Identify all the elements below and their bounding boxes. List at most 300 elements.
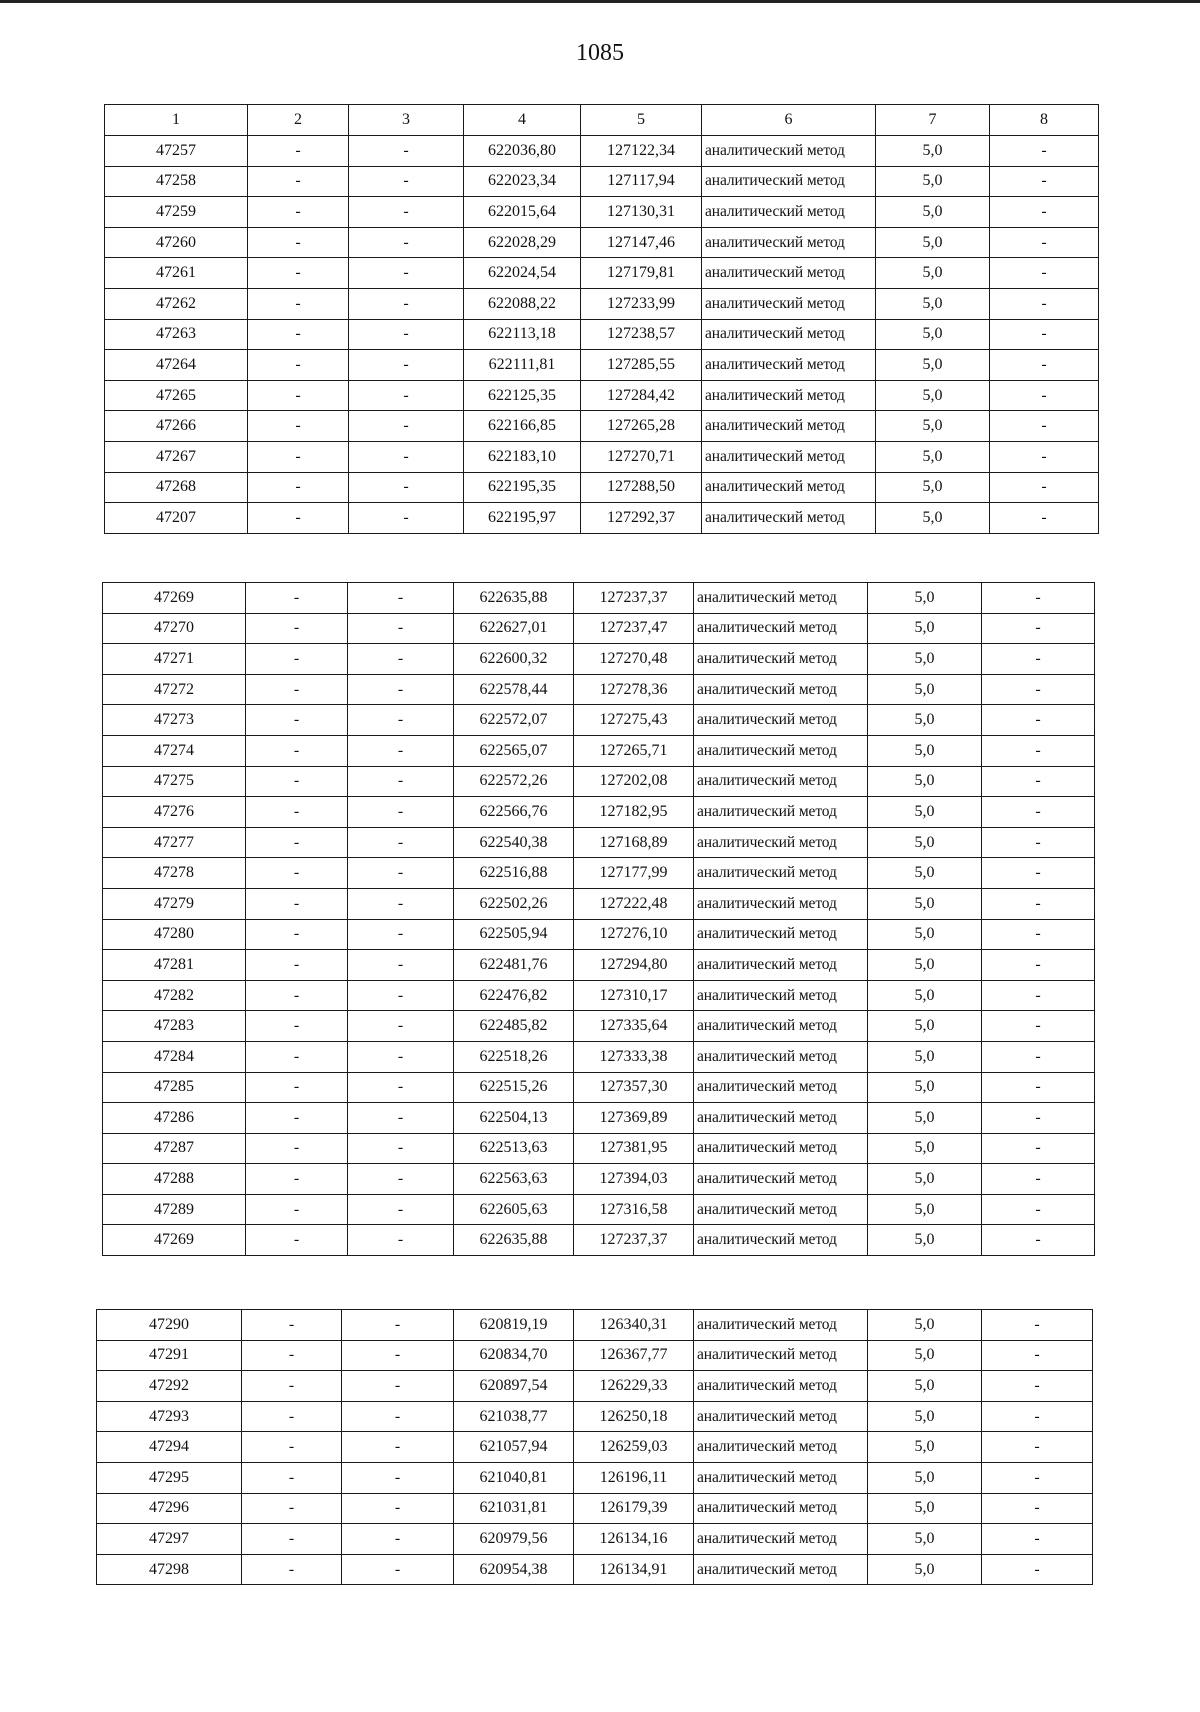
- col-2-cell: -: [246, 613, 348, 644]
- method-cell: аналитический метод: [694, 1371, 868, 1402]
- method-cell: аналитический метод: [694, 1103, 868, 1134]
- coord-y-cell: 127265,28: [581, 411, 702, 442]
- accuracy-cell: 5,0: [868, 735, 982, 766]
- coord-x-cell: 622024,54: [464, 258, 581, 289]
- point-number-cell: 47262: [105, 288, 248, 319]
- coord-y-cell: 127117,94: [581, 166, 702, 197]
- coord-x-cell: 622113,18: [464, 319, 581, 350]
- col-3-cell: -: [349, 197, 464, 228]
- coord-y-cell: 127335,64: [574, 1011, 694, 1042]
- col-8-cell: -: [982, 705, 1095, 736]
- col-2-cell: -: [242, 1340, 342, 1371]
- point-number-cell: 47291: [97, 1340, 242, 1371]
- col-2-cell: -: [242, 1310, 342, 1341]
- col-2-cell: -: [246, 583, 348, 614]
- table-row: [105, 166, 1099, 197]
- col-2-cell: -: [246, 797, 348, 828]
- coord-y-cell: 127333,38: [574, 1041, 694, 1072]
- method-cell: аналитический метод: [694, 919, 868, 950]
- point-number-cell: 47257: [105, 136, 248, 167]
- col-3-cell: -: [349, 136, 464, 167]
- col-2-cell: -: [242, 1432, 342, 1463]
- coord-x-cell: 622088,22: [464, 288, 581, 319]
- method-cell: аналитический метод: [702, 503, 876, 534]
- col-3-cell: -: [348, 766, 454, 797]
- point-number-cell: 47270: [103, 613, 246, 644]
- col-8-cell: -: [982, 674, 1095, 705]
- col-8-cell: -: [990, 227, 1099, 258]
- method-cell: аналитический метод: [694, 613, 868, 644]
- table-row: [97, 1310, 1093, 1341]
- col-3-cell: -: [348, 1103, 454, 1134]
- point-number-cell: 47294: [97, 1432, 242, 1463]
- point-number-cell: 47272: [103, 674, 246, 705]
- coord-x-cell: 622125,35: [464, 380, 581, 411]
- col-2-cell: -: [248, 441, 349, 472]
- col-3-cell: -: [348, 858, 454, 889]
- accuracy-cell: 5,0: [876, 441, 990, 472]
- method-cell: аналитический метод: [702, 227, 876, 258]
- accuracy-cell: 5,0: [868, 1310, 982, 1341]
- coord-y-cell: 127288,50: [581, 472, 702, 503]
- method-cell: аналитический метод: [694, 1225, 868, 1256]
- point-number-cell: 47267: [105, 441, 248, 472]
- accuracy-cell: 5,0: [868, 980, 982, 1011]
- accuracy-cell: 5,0: [868, 613, 982, 644]
- point-number-cell: 47266: [105, 411, 248, 442]
- coord-y-cell: 127394,03: [574, 1164, 694, 1195]
- col-2-cell: -: [248, 319, 349, 350]
- coordinates-table-3: [96, 1309, 1093, 1585]
- col-2-cell: -: [248, 503, 349, 534]
- col-2-cell: -: [248, 411, 349, 442]
- coord-y-cell: 127177,99: [574, 858, 694, 889]
- col-8-cell: -: [990, 472, 1099, 503]
- accuracy-cell: 5,0: [868, 797, 982, 828]
- point-number-cell: 47297: [97, 1524, 242, 1555]
- table-row: [103, 858, 1095, 889]
- coord-y-cell: 127168,89: [574, 827, 694, 858]
- method-cell: аналитический метод: [694, 674, 868, 705]
- col-3-cell: -: [342, 1493, 454, 1524]
- table-row: [105, 288, 1099, 319]
- accuracy-cell: 5,0: [868, 950, 982, 981]
- method-cell: аналитический метод: [694, 1493, 868, 1524]
- coord-y-cell: 127275,43: [574, 705, 694, 736]
- col-3-cell: -: [349, 166, 464, 197]
- coord-y-cell: 127147,46: [581, 227, 702, 258]
- method-cell: аналитический метод: [694, 1310, 868, 1341]
- col-8-cell: -: [982, 1072, 1095, 1103]
- column-header: 6: [702, 105, 876, 136]
- accuracy-cell: 5,0: [868, 1340, 982, 1371]
- col-2-cell: -: [248, 197, 349, 228]
- col-8-cell: -: [990, 166, 1099, 197]
- col-8-cell: -: [982, 1401, 1093, 1432]
- col-8-cell: -: [990, 411, 1099, 442]
- col-8-cell: -: [990, 197, 1099, 228]
- coord-x-cell: 622627,01: [454, 613, 574, 644]
- col-8-cell: -: [982, 1164, 1095, 1195]
- col-8-cell: -: [990, 288, 1099, 319]
- method-cell: аналитический метод: [702, 472, 876, 503]
- method-cell: аналитический метод: [702, 319, 876, 350]
- accuracy-cell: 5,0: [868, 1133, 982, 1164]
- table-row: [105, 136, 1099, 167]
- col-3-cell: -: [349, 380, 464, 411]
- coord-x-cell: 622505,94: [454, 919, 574, 950]
- method-cell: аналитический метод: [694, 1401, 868, 1432]
- accuracy-cell: 5,0: [876, 166, 990, 197]
- method-cell: аналитический метод: [694, 766, 868, 797]
- accuracy-cell: 5,0: [868, 827, 982, 858]
- coord-x-cell: 622195,97: [464, 503, 581, 534]
- table-row: [97, 1462, 1093, 1493]
- col-3-cell: -: [348, 888, 454, 919]
- coord-x-cell: 622481,76: [454, 950, 574, 981]
- coord-y-cell: 126179,39: [574, 1493, 694, 1524]
- point-number-cell: 47288: [103, 1164, 246, 1195]
- table-row: [103, 583, 1095, 614]
- method-cell: аналитический метод: [694, 1011, 868, 1042]
- table-row: [103, 950, 1095, 981]
- col-2-cell: -: [242, 1554, 342, 1585]
- coord-y-cell: 127270,71: [581, 441, 702, 472]
- accuracy-cell: 5,0: [868, 1011, 982, 1042]
- point-number-cell: 47265: [105, 380, 248, 411]
- accuracy-cell: 5,0: [876, 197, 990, 228]
- method-cell: аналитический метод: [694, 1164, 868, 1195]
- accuracy-cell: 5,0: [868, 1554, 982, 1585]
- coord-x-cell: 621040,81: [454, 1462, 574, 1493]
- table-row: [97, 1401, 1093, 1432]
- col-8-cell: -: [982, 1493, 1093, 1524]
- method-cell: аналитический метод: [694, 797, 868, 828]
- col-8-cell: -: [990, 380, 1099, 411]
- col-3-cell: -: [348, 827, 454, 858]
- point-number-cell: 47285: [103, 1072, 246, 1103]
- col-2-cell: -: [246, 705, 348, 736]
- col-8-cell: -: [990, 441, 1099, 472]
- col-8-cell: -: [982, 1103, 1095, 1134]
- col-2-cell: -: [248, 258, 349, 289]
- col-3-cell: -: [348, 1194, 454, 1225]
- coord-x-cell: 622515,26: [454, 1072, 574, 1103]
- coord-x-cell: 622028,29: [464, 227, 581, 258]
- col-2-cell: -: [246, 1133, 348, 1164]
- col-2-cell: -: [242, 1462, 342, 1493]
- col-3-cell: -: [349, 227, 464, 258]
- col-8-cell: -: [990, 350, 1099, 381]
- method-cell: аналитический метод: [702, 136, 876, 167]
- coord-y-cell: 126196,11: [574, 1462, 694, 1493]
- coord-y-cell: 127357,30: [574, 1072, 694, 1103]
- table-row: [105, 472, 1099, 503]
- col-2-cell: -: [248, 380, 349, 411]
- col-3-cell: -: [348, 1133, 454, 1164]
- point-number-cell: 47283: [103, 1011, 246, 1042]
- table-row: [103, 766, 1095, 797]
- col-3-cell: -: [348, 1225, 454, 1256]
- accuracy-cell: 5,0: [868, 674, 982, 705]
- col-3-cell: -: [349, 411, 464, 442]
- coord-x-cell: 622635,88: [454, 583, 574, 614]
- accuracy-cell: 5,0: [876, 411, 990, 442]
- col-3-cell: -: [348, 583, 454, 614]
- col-2-cell: -: [246, 1194, 348, 1225]
- method-cell: аналитический метод: [702, 288, 876, 319]
- col-8-cell: -: [982, 644, 1095, 675]
- method-cell: аналитический метод: [694, 1524, 868, 1555]
- col-2-cell: -: [246, 766, 348, 797]
- col-3-cell: -: [342, 1340, 454, 1371]
- accuracy-cell: 5,0: [868, 583, 982, 614]
- coord-y-cell: 127276,10: [574, 919, 694, 950]
- point-number-cell: 47207: [105, 503, 248, 534]
- coord-x-cell: 622516,88: [454, 858, 574, 889]
- col-3-cell: -: [349, 350, 464, 381]
- col-8-cell: -: [982, 583, 1095, 614]
- coord-x-cell: 622023,34: [464, 166, 581, 197]
- coord-x-cell: 620979,56: [454, 1524, 574, 1555]
- accuracy-cell: 5,0: [876, 472, 990, 503]
- table-row: [103, 1225, 1095, 1256]
- coord-y-cell: 127270,48: [574, 644, 694, 675]
- accuracy-cell: 5,0: [876, 503, 990, 534]
- col-8-cell: -: [982, 1340, 1093, 1371]
- method-cell: аналитический метод: [694, 1432, 868, 1463]
- table-row: [103, 1194, 1095, 1225]
- col-2-cell: -: [246, 735, 348, 766]
- coord-y-cell: 126229,33: [574, 1371, 694, 1402]
- coord-x-cell: 622572,07: [454, 705, 574, 736]
- table-row: [105, 197, 1099, 228]
- col-2-cell: -: [246, 888, 348, 919]
- coord-x-cell: 622036,80: [464, 136, 581, 167]
- method-cell: аналитический метод: [694, 1041, 868, 1072]
- method-cell: аналитический метод: [694, 980, 868, 1011]
- col-8-cell: -: [982, 1194, 1095, 1225]
- col-3-cell: -: [348, 797, 454, 828]
- coord-y-cell: 127222,48: [574, 888, 694, 919]
- point-number-cell: 47276: [103, 797, 246, 828]
- coord-y-cell: 127292,37: [581, 503, 702, 534]
- accuracy-cell: 5,0: [868, 1462, 982, 1493]
- point-number-cell: 47282: [103, 980, 246, 1011]
- method-cell: аналитический метод: [694, 1462, 868, 1493]
- method-cell: аналитический метод: [702, 258, 876, 289]
- table-row: [103, 1041, 1095, 1072]
- accuracy-cell: 5,0: [868, 1164, 982, 1195]
- coord-y-cell: 127182,95: [574, 797, 694, 828]
- point-number-cell: 47293: [97, 1401, 242, 1432]
- col-2-cell: -: [246, 980, 348, 1011]
- accuracy-cell: 5,0: [876, 227, 990, 258]
- accuracy-cell: 5,0: [868, 888, 982, 919]
- table-row: [103, 705, 1095, 736]
- col-2-cell: -: [246, 858, 348, 889]
- coord-x-cell: 622565,07: [454, 735, 574, 766]
- column-header: 8: [990, 105, 1099, 136]
- col-8-cell: -: [982, 1011, 1095, 1042]
- table-row: [103, 1103, 1095, 1134]
- col-3-cell: -: [348, 1164, 454, 1195]
- col-2-cell: -: [246, 1225, 348, 1256]
- accuracy-cell: 5,0: [868, 1432, 982, 1463]
- accuracy-cell: 5,0: [868, 1225, 982, 1256]
- col-8-cell: -: [982, 827, 1095, 858]
- accuracy-cell: 5,0: [876, 136, 990, 167]
- point-number-cell: 47273: [103, 705, 246, 736]
- col-3-cell: -: [348, 674, 454, 705]
- col-3-cell: -: [348, 735, 454, 766]
- coord-y-cell: 127237,47: [574, 613, 694, 644]
- coord-x-cell: 620834,70: [454, 1340, 574, 1371]
- coord-y-cell: 126340,31: [574, 1310, 694, 1341]
- coord-y-cell: 127285,55: [581, 350, 702, 381]
- column-header: 2: [248, 105, 349, 136]
- point-number-cell: 47284: [103, 1041, 246, 1072]
- coord-y-cell: 127278,36: [574, 674, 694, 705]
- point-number-cell: 47258: [105, 166, 248, 197]
- accuracy-cell: 5,0: [868, 1072, 982, 1103]
- table-row: [103, 797, 1095, 828]
- top-border-line: [0, 0, 1200, 3]
- method-cell: аналитический метод: [694, 1133, 868, 1164]
- coord-x-cell: 621031,81: [454, 1493, 574, 1524]
- col-2-cell: -: [246, 644, 348, 675]
- method-cell: аналитический метод: [694, 583, 868, 614]
- col-8-cell: -: [990, 258, 1099, 289]
- method-cell: аналитический метод: [694, 888, 868, 919]
- coord-y-cell: 127130,31: [581, 197, 702, 228]
- col-2-cell: -: [246, 827, 348, 858]
- table-row: [97, 1524, 1093, 1555]
- table-row: [105, 411, 1099, 442]
- coord-x-cell: 622015,64: [464, 197, 581, 228]
- method-cell: аналитический метод: [694, 705, 868, 736]
- col-8-cell: -: [982, 858, 1095, 889]
- table-row: [103, 644, 1095, 675]
- accuracy-cell: 5,0: [868, 1194, 982, 1225]
- accuracy-cell: 5,0: [876, 319, 990, 350]
- col-2-cell: -: [242, 1371, 342, 1402]
- col-8-cell: -: [982, 1371, 1093, 1402]
- col-3-cell: -: [348, 613, 454, 644]
- coord-x-cell: 622600,32: [454, 644, 574, 675]
- coord-x-cell: 622563,63: [454, 1164, 574, 1195]
- point-number-cell: 47298: [97, 1554, 242, 1585]
- method-cell: аналитический метод: [702, 411, 876, 442]
- col-8-cell: -: [990, 319, 1099, 350]
- col-8-cell: -: [982, 1133, 1095, 1164]
- method-cell: аналитический метод: [702, 441, 876, 472]
- col-3-cell: -: [349, 319, 464, 350]
- method-cell: аналитический метод: [694, 827, 868, 858]
- col-3-cell: -: [348, 1041, 454, 1072]
- method-cell: аналитический метод: [694, 1194, 868, 1225]
- point-number-cell: 47287: [103, 1133, 246, 1164]
- method-cell: аналитический метод: [694, 735, 868, 766]
- col-3-cell: -: [349, 288, 464, 319]
- col-3-cell: -: [342, 1462, 454, 1493]
- table-row: [105, 350, 1099, 381]
- table-row: [103, 827, 1095, 858]
- coord-y-cell: 127310,17: [574, 980, 694, 1011]
- method-cell: аналитический метод: [694, 644, 868, 675]
- col-3-cell: -: [348, 1072, 454, 1103]
- col-8-cell: -: [982, 1524, 1093, 1555]
- table-row: [103, 674, 1095, 705]
- column-header: 5: [581, 105, 702, 136]
- col-2-cell: -: [242, 1524, 342, 1555]
- table-row: [103, 980, 1095, 1011]
- accuracy-cell: 5,0: [876, 288, 990, 319]
- coord-x-cell: 622572,26: [454, 766, 574, 797]
- coord-x-cell: 622605,63: [454, 1194, 574, 1225]
- table-row: [105, 319, 1099, 350]
- point-number-cell: 47261: [105, 258, 248, 289]
- accuracy-cell: 5,0: [868, 1371, 982, 1402]
- col-3-cell: -: [348, 950, 454, 981]
- coord-y-cell: 126134,91: [574, 1554, 694, 1585]
- col-3-cell: -: [348, 980, 454, 1011]
- col-8-cell: -: [982, 1310, 1093, 1341]
- point-number-cell: 47279: [103, 888, 246, 919]
- col-2-cell: -: [248, 472, 349, 503]
- column-header: 3: [349, 105, 464, 136]
- col-2-cell: -: [246, 1041, 348, 1072]
- coord-x-cell: 620954,38: [454, 1554, 574, 1585]
- col-3-cell: -: [348, 644, 454, 675]
- coord-y-cell: 126134,16: [574, 1524, 694, 1555]
- table-row: [105, 380, 1099, 411]
- method-cell: аналитический метод: [694, 858, 868, 889]
- coord-x-cell: 622166,85: [464, 411, 581, 442]
- point-number-cell: 47296: [97, 1493, 242, 1524]
- col-8-cell: -: [990, 136, 1099, 167]
- table-row: [103, 1164, 1095, 1195]
- col-2-cell: -: [246, 1164, 348, 1195]
- accuracy-cell: 5,0: [868, 644, 982, 675]
- table-row: [97, 1371, 1093, 1402]
- table-row: [97, 1340, 1093, 1371]
- point-number-cell: 47278: [103, 858, 246, 889]
- col-2-cell: -: [246, 1103, 348, 1134]
- coord-y-cell: 127237,37: [574, 583, 694, 614]
- col-2-cell: -: [246, 950, 348, 981]
- col-2-cell: -: [246, 1011, 348, 1042]
- coord-y-cell: 127233,99: [581, 288, 702, 319]
- column-header: 4: [464, 105, 581, 136]
- method-cell: аналитический метод: [702, 380, 876, 411]
- col-3-cell: -: [342, 1432, 454, 1463]
- coordinates-table-1: [104, 104, 1099, 534]
- point-number-cell: 47289: [103, 1194, 246, 1225]
- col-2-cell: -: [248, 227, 349, 258]
- col-2-cell: -: [246, 674, 348, 705]
- point-number-cell: 47295: [97, 1462, 242, 1493]
- coord-y-cell: 127381,95: [574, 1133, 694, 1164]
- coord-y-cell: 126250,18: [574, 1401, 694, 1432]
- table-row: [105, 441, 1099, 472]
- table-header-row: [105, 105, 1099, 136]
- method-cell: аналитический метод: [694, 1340, 868, 1371]
- col-8-cell: -: [982, 766, 1095, 797]
- point-number-cell: 47259: [105, 197, 248, 228]
- table-row: [103, 888, 1095, 919]
- point-number-cell: 47263: [105, 319, 248, 350]
